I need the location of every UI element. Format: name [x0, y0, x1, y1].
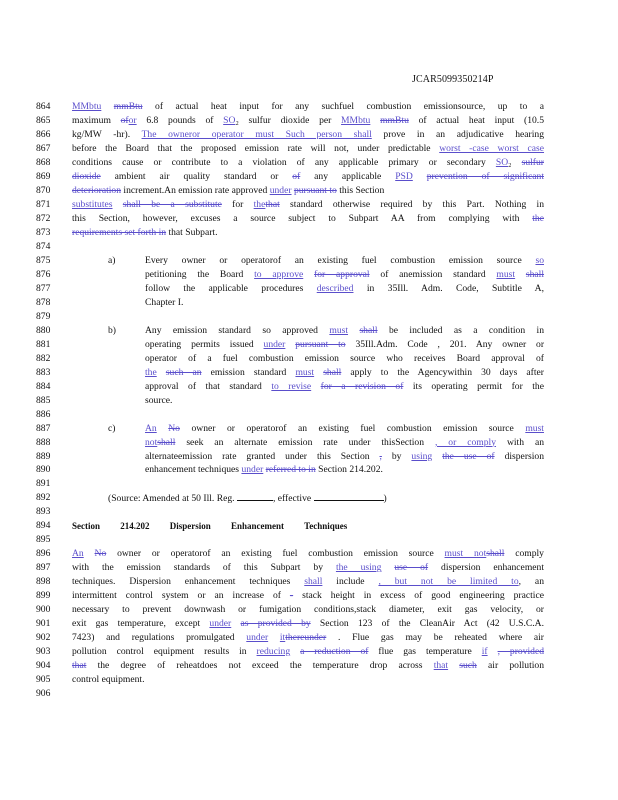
section-heading: Section 214.202 Dispersion Enhancement Techniques — [72, 521, 348, 532]
text-run: techniques. Dispersion enhancement techniques — [72, 576, 305, 588]
inserted-text: or — [128, 114, 137, 126]
deleted-text: a reduction of — [300, 646, 369, 658]
deleted-text: referred to in — [265, 464, 316, 476]
inserted-text: must — [525, 422, 544, 434]
inserted-text: under — [241, 464, 264, 476]
line-890 — [0, 463, 618, 477]
text-run: alternateemission rate granted under this Section — [145, 450, 380, 462]
deleted-text: No — [168, 422, 180, 434]
inserted-text: , or comply — [434, 436, 497, 448]
line-887 — [0, 422, 618, 436]
text-run: , an — [518, 576, 544, 588]
text-run — [84, 548, 95, 559]
deleted-text: dioxide — [72, 170, 101, 182]
line-886 — [0, 408, 618, 422]
line-text — [72, 673, 544, 687]
deleted-text: that — [72, 660, 87, 672]
text-run: source. — [145, 394, 173, 406]
text-run: 6.8 pounds of — [136, 114, 224, 126]
text-run: maximum — [72, 114, 121, 126]
text-run: Section 214.202. — [315, 464, 383, 476]
deleted-text: No — [94, 548, 107, 560]
inserted-text: must — [329, 324, 349, 336]
line-894 — [0, 519, 618, 533]
line-text — [145, 394, 544, 408]
line-text — [72, 100, 544, 114]
inserted-text: not — [145, 436, 158, 448]
line-number: 898 — [36, 576, 51, 588]
line-number: 889 — [36, 450, 51, 462]
line-number: 881 — [36, 338, 51, 350]
line-text — [145, 450, 544, 464]
line-number: 884 — [36, 380, 51, 392]
line-899 — [0, 589, 618, 603]
line-864 — [0, 100, 618, 114]
line-number: 894 — [36, 520, 51, 532]
line-868 — [0, 156, 618, 170]
text-run: comply — [504, 548, 544, 560]
line-number: 874 — [36, 240, 51, 252]
inserted-text: under — [246, 632, 269, 644]
inserted-text: described — [316, 282, 354, 294]
text-run: standard otherwise required by this Part. Nothing in — [279, 198, 545, 210]
line-number: 864 — [36, 101, 51, 112]
line-text — [72, 114, 544, 128]
line-text — [145, 324, 544, 338]
deleted-text: shall — [157, 436, 176, 448]
deleted-text: mmBtu — [380, 114, 409, 126]
inserted-text: must — [496, 268, 516, 280]
line-number: 892 — [36, 492, 51, 504]
text-run: intermittent control system or an increase of — [72, 590, 290, 602]
line-891 — [0, 477, 618, 491]
text-run — [303, 269, 314, 280]
line-869 — [0, 170, 618, 184]
inserted-text: An — [72, 548, 84, 560]
deleted-text: prevention of significant — [426, 170, 544, 182]
line-865 — [0, 114, 618, 128]
deleted-text: shall — [525, 268, 545, 280]
text-run: with an — [496, 436, 544, 448]
inserted-text: must not — [444, 548, 487, 560]
line-text — [72, 142, 544, 156]
line-889 — [0, 450, 618, 464]
line-text — [145, 296, 544, 310]
line-number: 899 — [36, 590, 51, 602]
inserted-text: , but not be limited to — [378, 576, 519, 588]
line-text — [72, 519, 544, 534]
line-text — [72, 184, 544, 198]
deleted-text: thereunder — [285, 632, 327, 644]
inserted-text: under — [209, 618, 232, 630]
line-number: 880 — [36, 324, 51, 336]
text-run: 7423) and regulations promulgated — [72, 632, 247, 644]
text-run: that Subpart. — [166, 226, 218, 238]
text-run — [157, 367, 166, 378]
text-run: ) — [383, 493, 387, 505]
deleted-text: shall — [359, 324, 378, 336]
text-run — [432, 451, 442, 462]
line-number: 906 — [36, 688, 51, 700]
text-run: owner or operatorof an existing fuel combustion emission source — [106, 548, 445, 560]
text-run: emission standard — [201, 366, 296, 378]
text-run — [488, 646, 498, 657]
deleted-text: as provided by — [240, 618, 311, 630]
text-run: , effective — [272, 493, 314, 505]
line-text — [72, 659, 544, 673]
text-run — [285, 339, 295, 350]
inserted-text: under — [269, 184, 292, 196]
text-run: Any emission standard so approved — [145, 324, 330, 336]
line-text — [145, 338, 544, 352]
line-871 — [0, 198, 618, 212]
text-run — [157, 423, 169, 434]
line-874 — [0, 240, 618, 254]
inserted-text: An — [145, 422, 157, 434]
line-885 — [0, 394, 618, 408]
line-number: 895 — [36, 534, 51, 546]
text-run — [113, 199, 123, 210]
deleted-text: the use of — [442, 450, 495, 462]
text-run: include — [322, 576, 379, 588]
line-number: 886 — [36, 408, 51, 420]
line-number: 905 — [36, 674, 51, 686]
line-number: 873 — [36, 226, 51, 238]
line-text — [145, 463, 544, 477]
deleted-text: , provided — [497, 646, 545, 658]
deleted-text: shall — [323, 366, 342, 378]
line-876 — [0, 268, 618, 282]
text-run — [381, 562, 394, 573]
text-run — [290, 646, 300, 657]
text-run: this Section — [336, 184, 385, 196]
text-run: (Source: Amended at 50 Ill. Reg. — [108, 493, 237, 505]
deleted-text: use of — [394, 562, 429, 574]
line-text — [145, 366, 544, 380]
line-text — [72, 631, 544, 645]
line-number: 885 — [36, 394, 51, 406]
text-run: be included as a condition in — [377, 324, 544, 336]
line-number: 879 — [36, 310, 51, 322]
line-number: 888 — [36, 436, 51, 448]
deleted-text: for a revision of — [320, 380, 404, 392]
fill-in-blank — [237, 491, 273, 501]
line-text — [72, 645, 544, 659]
inserted-text: MMbtu — [72, 101, 102, 112]
text-run: enhancement techniques — [145, 464, 242, 476]
line-number: 901 — [36, 618, 51, 630]
inserted-text: the using — [335, 562, 382, 574]
line-number: 903 — [36, 646, 51, 658]
line-number: 883 — [36, 366, 51, 378]
text-run — [268, 632, 280, 643]
deleted-text: , — [379, 450, 382, 462]
line-text — [72, 156, 544, 170]
text-run — [515, 269, 526, 280]
line-892 — [0, 491, 618, 505]
deleted-text: the — [532, 212, 544, 224]
text-run — [448, 660, 459, 671]
line-903 — [0, 645, 618, 659]
line-870 — [0, 184, 618, 198]
deleted-text: of — [292, 170, 301, 182]
line-872 — [0, 212, 618, 226]
line-905 — [0, 673, 618, 687]
line-883 — [0, 366, 618, 380]
line-text — [145, 380, 544, 394]
line-893 — [0, 505, 618, 519]
text-run: by — [381, 450, 412, 462]
line-867 — [0, 142, 618, 156]
subsection-label: a) — [108, 254, 116, 266]
text-run: petitioning the Board — [145, 268, 255, 280]
subsection-label: b) — [108, 324, 116, 336]
text-run: the degree of reheatdoes not exceed the temperature drop across — [86, 660, 434, 672]
line-number: 887 — [36, 422, 51, 434]
line-text — [72, 212, 544, 226]
text-run: its operating permit for the — [403, 380, 544, 392]
text-run: owner or operatorof an existing fuel combustion emission source — [179, 422, 526, 434]
inserted-text: so — [535, 254, 544, 266]
line-text — [145, 254, 544, 268]
line-number: 878 — [36, 296, 51, 308]
line-text — [72, 128, 544, 142]
line-873 — [0, 226, 618, 240]
line-904 — [0, 659, 618, 673]
deleted-text: shall be a substitute — [122, 198, 222, 210]
text-run: kg/MW -hr). — [72, 128, 142, 140]
line-text — [72, 226, 544, 240]
inserted-text: worst -case worst case — [439, 142, 545, 154]
line-text — [145, 436, 544, 450]
line-897 — [0, 561, 618, 575]
inserted-text: The owneror operator must Such person shall — [141, 128, 372, 140]
line-896 — [0, 547, 618, 561]
inserted-text: shall — [304, 576, 323, 588]
text-run: operator of a fuel combustion emission source who receives Board approval of — [145, 352, 544, 364]
text-run: for — [221, 198, 254, 210]
text-run — [413, 171, 427, 182]
line-number: 870 — [36, 184, 51, 196]
text-run: exit gas temperature, except — [72, 618, 210, 630]
inserted-text: PSD — [395, 170, 413, 182]
text-run: ₂ sulfur dioxide per — [235, 114, 342, 126]
line-text — [145, 422, 544, 436]
deleted-text: deterioration — [72, 184, 122, 196]
text-run: approval of that standard — [145, 380, 272, 392]
text-run: of actual heat input (10.5 — [408, 114, 544, 126]
deleted-text: such an — [165, 366, 202, 378]
text-run: with the emission standards of this Subpart by — [72, 562, 336, 574]
text-run — [101, 101, 113, 112]
text-run: prove in an adjudicative hearing — [371, 128, 545, 140]
deleted-text: requirements set forth in — [72, 226, 167, 238]
line-number: 866 — [36, 128, 51, 140]
inserted-text: using — [411, 450, 433, 462]
line-number: 875 — [36, 254, 51, 266]
line-number: 871 — [36, 198, 51, 210]
line-text — [72, 547, 544, 561]
inserted-text: must — [295, 366, 315, 378]
document-code: JCAR5099350214P — [412, 74, 494, 85]
text-run: Chapter I. — [145, 296, 184, 308]
line-text — [72, 589, 544, 603]
line-878 — [0, 296, 618, 310]
line-880 — [0, 324, 618, 338]
inserted-text: SO — [495, 156, 509, 168]
line-902 — [0, 631, 618, 645]
text-run: in 35Ill. Adm. Code, Subtitle A, — [353, 282, 544, 294]
line-906 — [0, 687, 618, 701]
text-run — [348, 325, 359, 336]
deleted-text: of — [120, 114, 129, 126]
line-text — [72, 198, 544, 212]
line-901 — [0, 617, 618, 631]
deleted-text: shall — [486, 548, 505, 560]
text-run — [370, 115, 380, 126]
text-run: ₂ — [508, 156, 522, 168]
line-888 — [0, 436, 618, 450]
text-run: follow the applicable procedures — [145, 282, 317, 294]
text-run: increment.An emission rate approved — [121, 184, 270, 196]
inserted-text: SO — [223, 114, 236, 126]
line-text — [72, 617, 544, 631]
text-run: control equipment. — [72, 674, 145, 686]
deleted-text: sulfur — [521, 156, 544, 168]
line-number: 896 — [36, 548, 51, 560]
line-881 — [0, 338, 618, 352]
line-879 — [0, 310, 618, 324]
line-866 — [0, 128, 618, 142]
inserted-text: MMbtu — [341, 114, 371, 126]
line-text — [145, 268, 544, 282]
text-run: flue gas temperature — [368, 646, 482, 658]
line-number: 876 — [36, 268, 51, 280]
text-run: 35Ill.Adm. Code , 201. Any owner or — [345, 338, 545, 350]
line-number: 897 — [36, 562, 51, 574]
inserted-text: under — [263, 338, 286, 350]
line-875 — [0, 254, 618, 268]
line-882 — [0, 352, 618, 366]
line-text — [72, 575, 544, 589]
text-run: dispersion — [494, 450, 545, 462]
inserted-text: the — [253, 198, 266, 210]
inserted-text: to revise — [271, 380, 312, 392]
text-run: Every owner or operatorof an existing fuel combustion emission source — [145, 254, 536, 266]
deleted-text: pursuant to — [295, 338, 346, 350]
text-run: of actual heat input for any suchfuel combustion emissionsource, up to a — [142, 101, 544, 112]
deleted-text: that — [265, 198, 280, 210]
line-number: 872 — [36, 212, 51, 224]
subsection-label: c) — [108, 422, 116, 434]
text-run: conditions cause or contribute to a violation of any applicable primary or secondary — [72, 156, 496, 168]
line-text — [145, 352, 544, 366]
text-run: pollution control equipment results in — [72, 646, 257, 658]
inserted-text: substitutes — [72, 198, 113, 210]
inserted-text: reducing — [256, 646, 291, 658]
line-number: 867 — [36, 142, 51, 154]
text-run: apply to the Agencywithin 30 days after — [341, 366, 544, 378]
line-text — [108, 491, 544, 506]
line-898 — [0, 575, 618, 589]
line-number: 882 — [36, 352, 51, 364]
line-number: 890 — [36, 464, 51, 476]
inserted-text: it — [279, 632, 286, 644]
line-number: 893 — [36, 506, 51, 518]
inserted-text: the — [145, 366, 157, 378]
text-run: operating permits issued — [145, 338, 264, 350]
line-number: 868 — [36, 156, 51, 168]
line-number: 891 — [36, 478, 51, 490]
text-run — [311, 381, 320, 392]
line-number: 902 — [36, 632, 51, 644]
line-text — [72, 561, 544, 575]
text-run: ambient air quality standard or — [100, 170, 293, 182]
text-run: this Section, however, excuses a source subject to Subpart AA from complying with — [72, 212, 533, 224]
inserted-text: to approve — [254, 268, 304, 280]
text-run: air pollution — [476, 660, 544, 672]
line-text — [145, 282, 544, 296]
deleted-text: - — [289, 590, 294, 602]
text-run: of anemission standard — [369, 268, 497, 280]
text-run: necessary to prevent downwash or fumigation conditions,stack diameter, exit gas velocity, or — [72, 604, 544, 616]
line-number: 865 — [36, 114, 51, 126]
text-run: seek an alternate emission rate under thisSection — [175, 436, 435, 448]
line-text — [72, 603, 544, 617]
deleted-text: for approval — [314, 268, 370, 280]
text-run: any applicable — [300, 170, 396, 182]
deleted-text: such — [459, 660, 477, 672]
text-run — [231, 618, 240, 629]
inserted-text: if — [481, 646, 488, 658]
line-text — [72, 170, 544, 184]
text-run: dispersion enhancement — [428, 562, 545, 574]
deleted-text: pursuant to — [293, 184, 337, 196]
text-run: before the Board that the proposed emission rate will not, under predictable — [72, 142, 440, 154]
line-895 — [0, 533, 618, 547]
line-900 — [0, 603, 618, 617]
line-884 — [0, 380, 618, 394]
fill-in-blank — [314, 491, 384, 501]
line-number: 900 — [36, 604, 51, 616]
line-877 — [0, 282, 618, 296]
inserted-text: that — [433, 660, 449, 672]
text-run: stack height in excess of good engineering practice — [293, 590, 544, 602]
line-number: 869 — [36, 170, 51, 182]
text-run — [314, 367, 323, 378]
text-run: . Flue gas may be reheated where air — [326, 632, 545, 644]
line-number: 877 — [36, 282, 51, 294]
line-number: 904 — [36, 660, 51, 672]
text-run: Section 123 of the CleanAir Act (42 U.S.C.A. — [310, 618, 544, 630]
deleted-text: mmBtu — [113, 101, 143, 112]
